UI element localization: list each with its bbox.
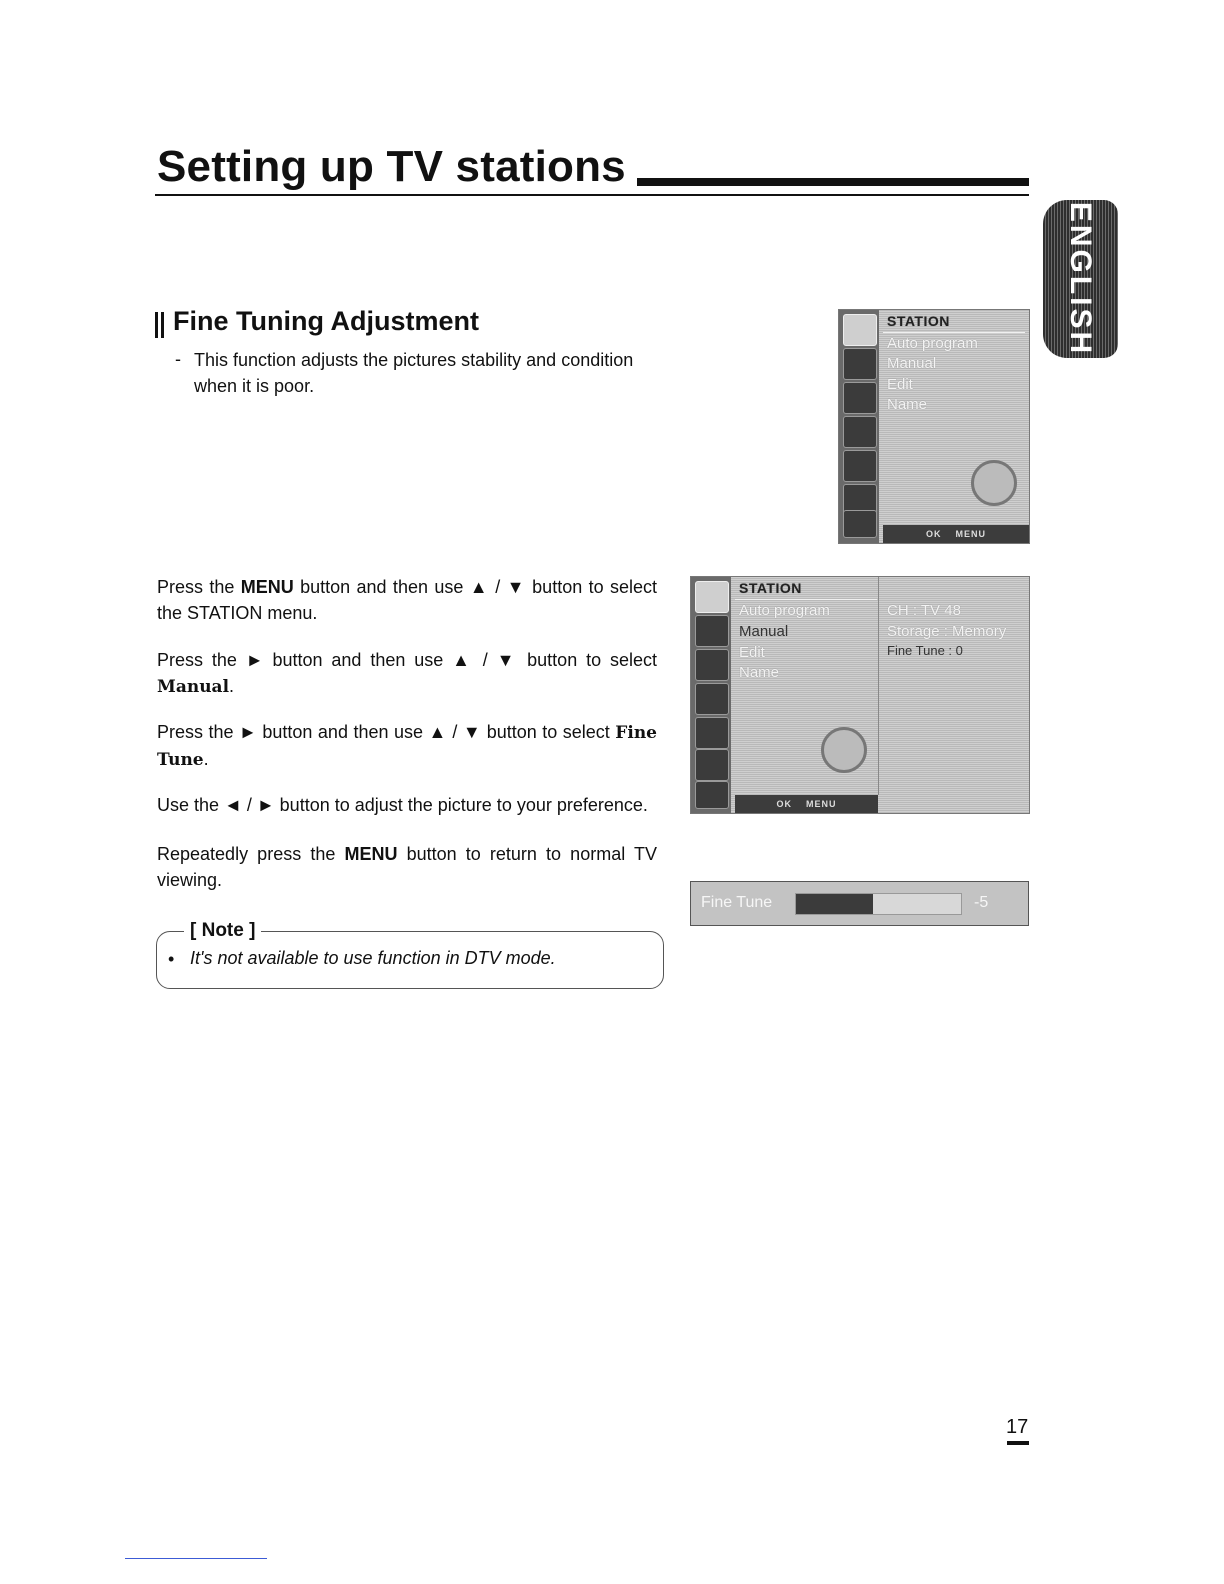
step-text: button to return to normal TV viewing. xyxy=(157,844,658,890)
picture-icon xyxy=(695,615,729,647)
step-text: Press the ► button and then use ▲ / ▼ button to select xyxy=(157,650,657,670)
osd-footer-ok: OK xyxy=(926,529,942,539)
step-text: Use the ◄ / ► button to adjust the picture to your preference. xyxy=(157,795,648,815)
time-icon xyxy=(695,683,729,715)
time-icon xyxy=(843,416,877,448)
osd-footer-menu: MENU xyxy=(806,799,837,809)
special-icon xyxy=(695,717,729,749)
osd-menu-item: Name xyxy=(887,396,928,413)
pc-icon xyxy=(695,781,729,809)
step-select-manual xyxy=(157,647,657,700)
step-text: Press the ► button and then use ▲ / ▼ button to select xyxy=(157,722,616,742)
step-adjust xyxy=(157,792,657,818)
section-marker xyxy=(161,312,164,338)
osd-menu-item: Manual xyxy=(887,355,937,372)
osd-menu-item-selected: Manual xyxy=(739,623,789,640)
title-underline xyxy=(155,194,1029,196)
screen-icon xyxy=(695,749,729,781)
title-rule xyxy=(637,178,1029,186)
step-return xyxy=(157,841,657,893)
station-icon xyxy=(843,314,877,346)
osd-column-divider xyxy=(878,577,879,795)
osd-sub-item: CH : TV 48 xyxy=(887,602,961,619)
osd-menu-item: Auto program xyxy=(887,335,978,352)
osd-icon-column xyxy=(691,577,731,813)
osd-menu-item: Name xyxy=(739,664,780,681)
step-keyword: MENU xyxy=(240,577,294,597)
fine-tune-level xyxy=(796,894,873,914)
picture-icon xyxy=(843,348,877,380)
osd-fine-tune-bar xyxy=(690,881,1029,926)
osd-divider xyxy=(735,599,877,600)
station-icon xyxy=(695,581,729,613)
osd-manual-menu xyxy=(690,576,1030,814)
step-text: Press the xyxy=(157,577,241,597)
page-number: 17 xyxy=(1006,1416,1029,1438)
step-select-station xyxy=(157,574,657,626)
osd-divider xyxy=(883,332,1025,333)
step-keyword: Fine Tune xyxy=(157,723,657,770)
section-heading: Fine Tuning Adjustment xyxy=(173,306,479,336)
sound-icon xyxy=(695,649,729,681)
step-text: . xyxy=(203,749,209,769)
satellite-dish-icon xyxy=(821,727,867,773)
osd-station-menu xyxy=(838,309,1030,544)
step-text: . xyxy=(229,676,235,696)
step-text: Repeatedly press the xyxy=(157,844,345,864)
osd-sub-item-selected: Fine Tune : 0 xyxy=(887,643,963,658)
pc-icon xyxy=(843,510,877,538)
osd-footer-ok: OK xyxy=(776,799,792,809)
osd-menu-item: Edit xyxy=(887,376,913,393)
step-select-fine-tune xyxy=(157,719,657,773)
step-keyword: Manual xyxy=(157,677,230,697)
osd-footer xyxy=(883,525,1029,543)
sound-icon xyxy=(843,382,877,414)
note-label: [ Note ] xyxy=(184,920,261,942)
osd-menu-item: Edit xyxy=(739,644,765,661)
intro-text: This function adjusts the pictures stability and condition when it is poor. xyxy=(194,350,634,396)
language-tab xyxy=(1043,200,1118,358)
intro-dash: - xyxy=(175,349,181,369)
step-text: button and then use ▲ / ▼ button to select the STATION menu. xyxy=(157,577,657,623)
step-keyword: MENU xyxy=(344,844,398,864)
footer-link-line xyxy=(125,1558,267,1559)
osd-sub-item: Storage : Memory xyxy=(887,623,1007,640)
page-number-underline xyxy=(1007,1441,1029,1445)
osd-icon-column xyxy=(839,310,879,543)
fine-tune-label: Fine Tune xyxy=(701,894,773,911)
page-title: Setting up TV stations xyxy=(157,142,626,191)
satellite-dish-icon xyxy=(971,460,1017,506)
note-text: It's not available to use function in DTV mode. xyxy=(190,948,556,968)
osd-menu-title: STATION xyxy=(739,580,802,596)
osd-footer xyxy=(735,795,878,813)
osd-menu-item: Auto program xyxy=(739,602,830,619)
section-marker xyxy=(155,312,158,338)
language-tab-label: ENGLISH xyxy=(1064,201,1098,357)
note-bullet: • xyxy=(168,949,175,969)
special-icon xyxy=(843,450,877,482)
osd-menu-title: STATION xyxy=(887,313,950,329)
osd-footer-menu: MENU xyxy=(955,529,986,539)
fine-tune-value: -5 xyxy=(974,894,989,911)
